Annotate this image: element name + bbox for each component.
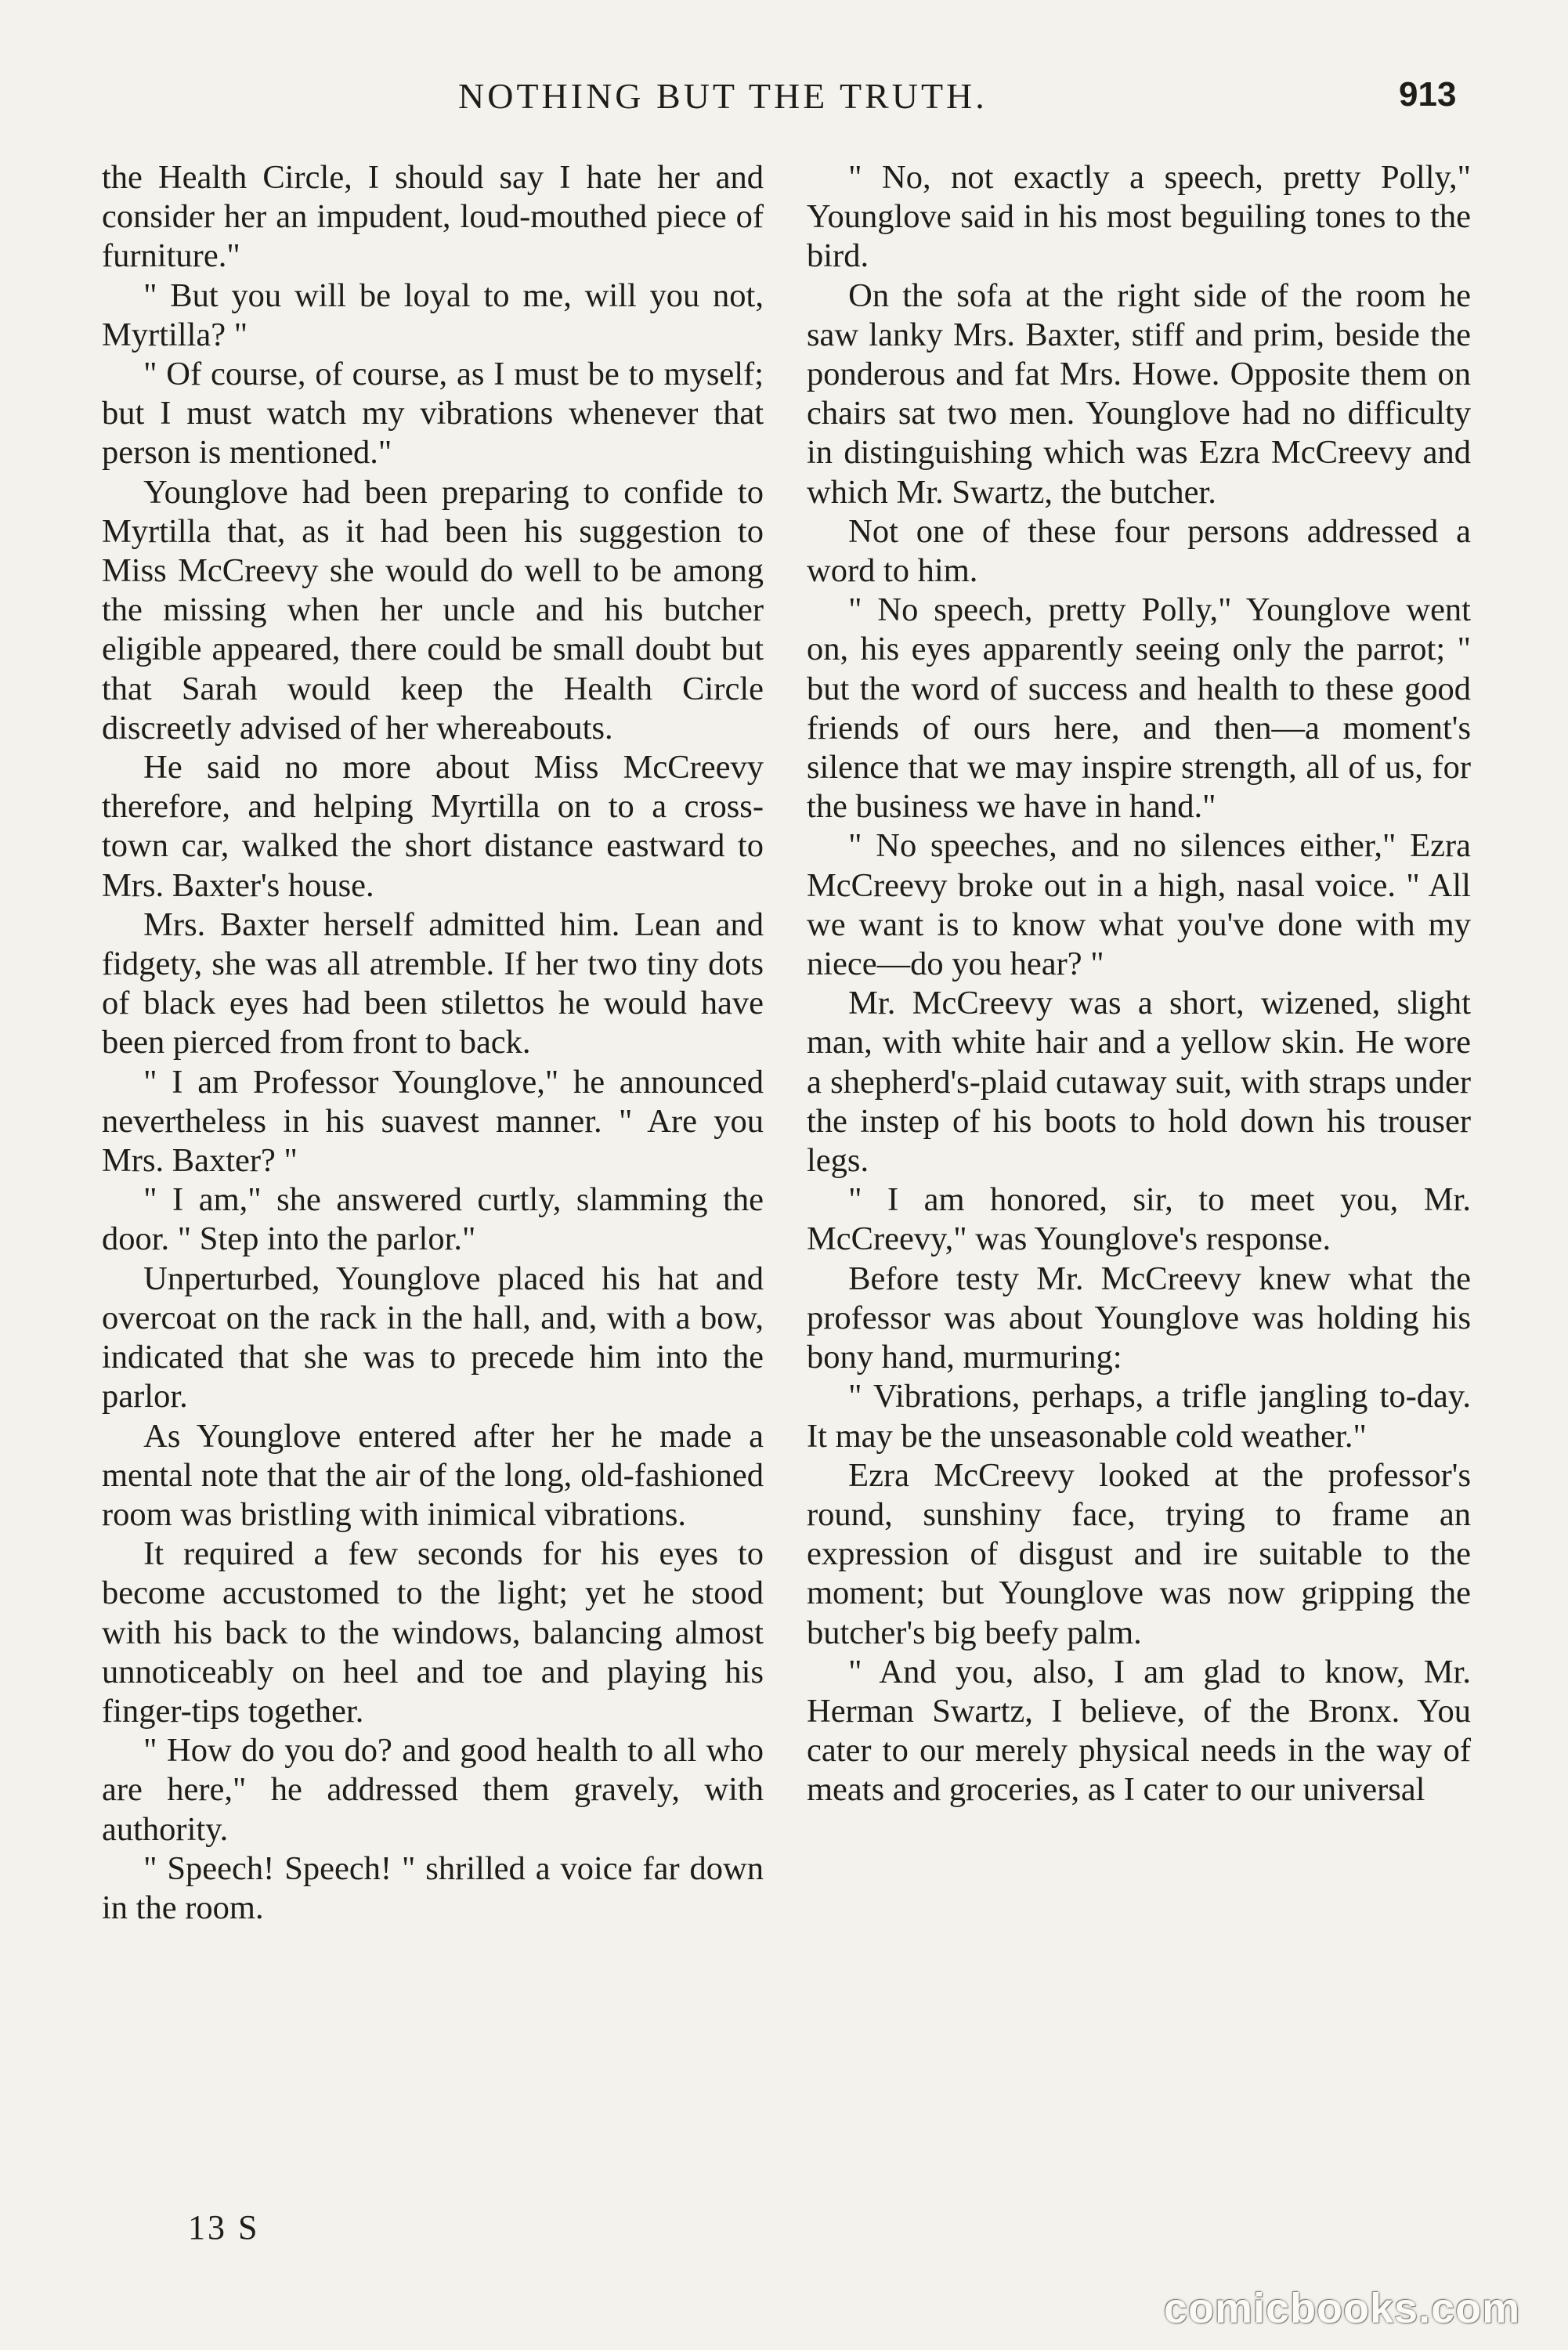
paragraph: " No, not exactly a speech, pretty Polly," Younglove said in his most beguiling tones to the bird. — [807, 159, 1471, 275]
running-head — [0, 75, 1568, 130]
paragraph: On the sofa at the right side of the room he saw lanky Mrs. Baxter, stiff and prim, beside the ponderous and fat Mrs. Howe. Opposite them on chairs sat two men. Younglove had no difficulty in distinguishing which was Ezra McCreevy and which Mr. Swartz, the butcher. — [807, 277, 1471, 511]
paragraph: As Younglove entered after her he made a mental note that the air of the long, old-fashioned room was bristling with inimical vibrations. — [102, 1417, 764, 1533]
right-text-column — [807, 158, 1471, 1810]
paragraph: Younglove had been preparing to confide to Myrtilla that, as it had been his suggestion to Miss McCreevy she would do well to be among the missing when her uncle and his butcher eligible appeared, there could be small doubt but that Sarah would keep the Health Circle discreetly advised of her whereabouts. — [102, 473, 764, 747]
paragraph: Mr. McCreevy was a short, wizened, slight man, with white hair and a yellow skin. He wore a shepherd's-plaid cutaway suit, with straps under the instep of his boots to hold down his trouser legs. — [807, 985, 1471, 1180]
paragraph: Before testy Mr. McCreevy knew what the professor was about Younglove was holding his bony hand, murmuring: — [807, 1260, 1471, 1376]
paragraph: It required a few seconds for his eyes to become accustomed to the light; yet he stood with his back to the windows, balancing almost unnoticeably on heel and toe and playing his finger-tips together. — [102, 1535, 764, 1730]
paragraph: Ezra McCreevy looked at the professor's round, sunshiny face, trying to frame an expression of disgust and ire suitable to the moment; but Younglove was now gripping the butcher's big beefy palm. — [807, 1456, 1471, 1651]
paragraph: He said no more about Miss McCreevy therefore, and helping Myrtilla on to a cross-town car, walked the short distance eastward to Mrs. Baxter's house. — [102, 749, 764, 904]
paragraph: " No speech, pretty Polly," Younglove went on, his eyes apparently seeing only the parrot; " but the word of success and health to these good friends of ours here, and then—a moment's silence that we may inspire strength, all of us, for the business we have in hand." — [807, 591, 1471, 826]
paragraph: Mrs. Baxter herself admitted him. Lean and fidgety, she was all atremble. If her two tiny dots of black eyes had been stilettos he would have been pierced from front to back. — [102, 906, 764, 1061]
paragraph: " I am Professor Younglove," he announced nevertheless in his suavest manner. " Are you Mrs. Baxter? " — [102, 1063, 764, 1180]
paragraph: " Vibrations, perhaps, a trifle jangling to-day. It may be the unseasonable cold weather." — [807, 1378, 1471, 1455]
paragraph: " And you, also, I am glad to know, Mr. Herman Swartz, I believe, of the Bronx. You cater to our merely physical needs in the way of meats and groceries, as I cater to our universal — [807, 1653, 1471, 1809]
paragraph: " How do you do? and good health to all who are here," he addressed them gravely, with authority. — [102, 1732, 764, 1848]
paragraph: the Health Circle, I should say I hate her and consider her an impudent, loud-mouthed piece of furniture." — [102, 159, 764, 275]
left-text-column — [102, 158, 764, 1928]
paragraph: Not one of these four persons addressed a word to him. — [807, 512, 1471, 590]
paragraph: " I am," she answered curtly, slamming the door. " Step into the parlor." — [102, 1181, 764, 1258]
paragraph: " Of course, of course, as I must be to myself; but I must watch my vibrations whenever that person is mentioned." — [102, 356, 764, 472]
page-number: 913 — [1399, 75, 1457, 114]
running-title: NOTHING BUT THE TRUTH. — [458, 76, 988, 116]
paragraph: " I am honored, sir, to meet you, Mr. McCreevy," was Younglove's response. — [807, 1181, 1471, 1258]
signature-mark: 13 S — [188, 2208, 260, 2247]
paragraph: " Speech! Speech! " shrilled a voice far down in the room. — [102, 1849, 764, 1926]
paragraph: " But you will be loyal to me, will you not, Myrtilla? " — [102, 277, 764, 353]
paragraph: Unperturbed, Younglove placed his hat and overcoat on the rack in the hall, and, with a bow, indicated that she was to precede him into the parlor. — [102, 1260, 764, 1415]
watermark: comicbooks.com — [1164, 2285, 1521, 2332]
paragraph: " No speeches, and no silences either," Ezra McCreevy broke out in a high, nasal voice. " All we want is to know what you've done with my niece—do you hear? " — [807, 827, 1471, 983]
